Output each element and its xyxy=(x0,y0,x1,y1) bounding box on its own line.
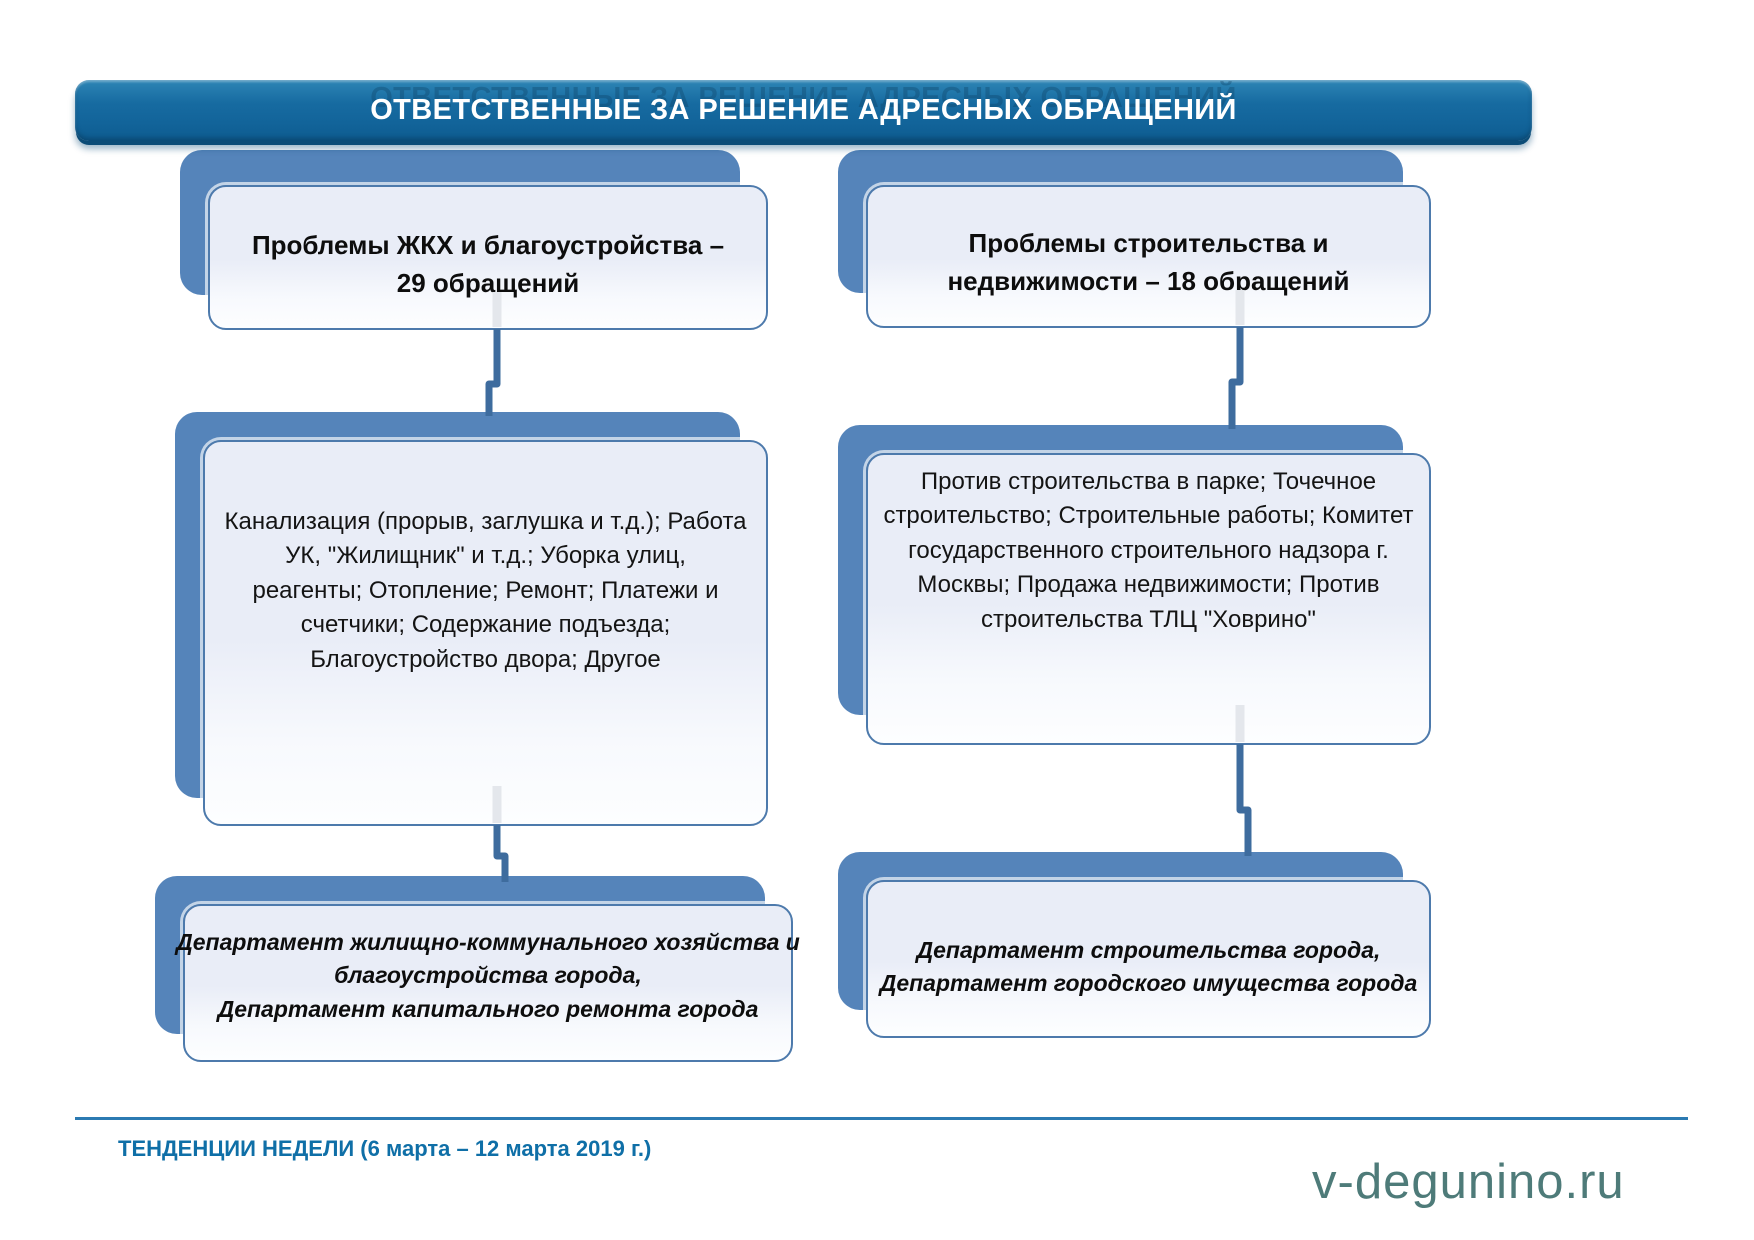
box-construction-topic xyxy=(866,185,1431,328)
text-line: 29 обращений xyxy=(396,267,580,298)
text-line: строительства ТЛЦ "Ховрино" xyxy=(981,605,1316,633)
footer-divider xyxy=(75,1117,1688,1120)
box-housing-department xyxy=(176,904,800,1062)
text-line: Проблемы ЖКХ и благоустройства – xyxy=(251,230,725,261)
text-line: благоустройства города, xyxy=(334,962,642,989)
text-line: счетчики; Содержание подъезда; xyxy=(300,611,671,639)
connector-right-issues-to-department xyxy=(1240,744,1248,856)
connector-right-topic-to-issues xyxy=(1232,327,1240,429)
text-line: Канализация (прорыв, заглушка и т.д.); Работа xyxy=(224,507,747,535)
box-housing-issues xyxy=(203,440,768,826)
site-watermark: v-degunino.ru xyxy=(1312,1155,1625,1209)
text-line: государственного строительного надзора г. xyxy=(908,536,1389,564)
text-line: Проблемы строительства и xyxy=(968,228,1329,259)
box-construction-department xyxy=(866,880,1431,1038)
connector-left-topic-to-issues xyxy=(489,329,497,416)
text-line: Департамент строительства города, xyxy=(916,936,1381,963)
text-line: строительство; Строительные работы; Комитет xyxy=(883,502,1414,530)
text-line: Против строительства в парке; Точечное xyxy=(920,467,1377,495)
text-line: Департамент капитального ремонта города xyxy=(217,995,759,1022)
footer-label: ТЕНДЕНЦИИ НЕДЕЛИ (6 марта – 12 марта 2019 г.) xyxy=(118,1136,652,1161)
slide-title-bar xyxy=(75,80,1532,141)
text-line: УК, "Жилищник" и т.д.; Уборка улиц, xyxy=(285,542,686,570)
text-line: Департамент городского имущества города xyxy=(879,970,1418,996)
text-line: Москвы; Продажа недвижимости; Против xyxy=(917,571,1380,599)
text-line: Благоустройство двора; Другое xyxy=(310,645,661,673)
connector-left-issues-to-department xyxy=(497,825,505,882)
box-housing-topic xyxy=(208,185,768,330)
text-line: недвижимости – 18 обращений xyxy=(947,265,1350,296)
box-construction-issues xyxy=(866,453,1431,745)
page-title: ОТВЕТСТВЕННЫЕ ЗА РЕШЕНИЕ АДРЕСНЫХ ОБРАЩЕНИЙ xyxy=(370,94,1237,126)
text-line: Департамент жилищно-коммунального хозяйства и xyxy=(176,929,800,956)
text-line: реагенты; Отопление; Ремонт; Платежи и xyxy=(252,576,719,604)
